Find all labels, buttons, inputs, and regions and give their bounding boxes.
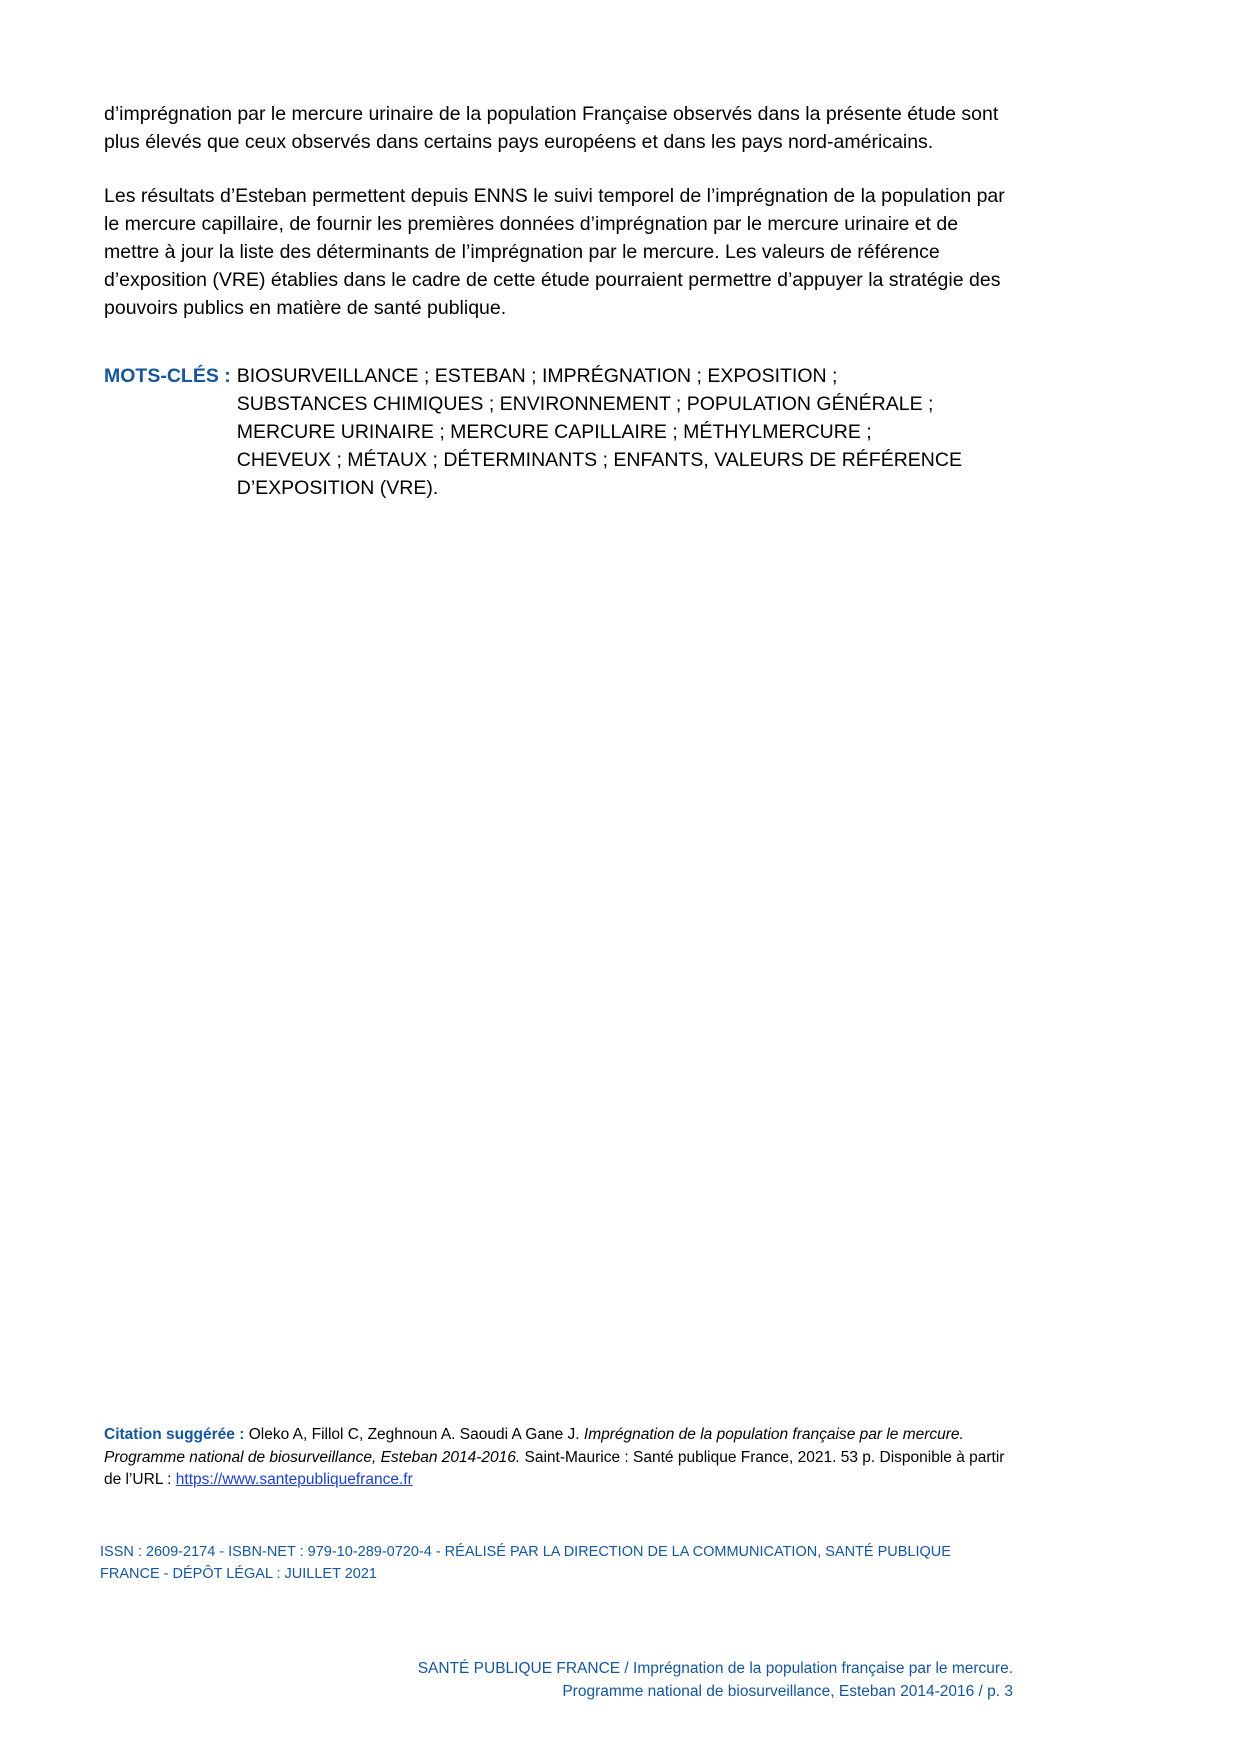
keyword-line: D’EXPOSITION (VRE). [236,477,439,500]
citation-authors: Oleko A, Fillol C, Zeghnoun A. Saoudi A Gane J. [248,1426,580,1443]
issn-legal-block [100,1541,1012,1585]
keywords-row [104,362,1014,502]
citation-label: Citation suggérée : [104,1426,245,1443]
citation-title: Imprégnation de la population française par le mercure. Programme national de biosurveillance, Esteban 2014-2016. [104,1426,964,1466]
keywords-label: MOTS-CLÉS : [104,365,231,387]
footer-line-2: Programme national de biosurveillance, Esteban 2014-2016 / p. 3 [562,1682,1013,1700]
paragraph-1: d’imprégnation par le mercure urinaire de la population Française observés dans la présente étude sont plus élevés que ceux observés dans certains pays européens et dans les pays nord-américains. [104,103,999,154]
footer-line-1: SANTÉ PUBLIQUE FRANCE / Imprégnation de la population française par le mercure. [417,1660,1013,1677]
citation-url-link[interactable]: https://www.santepubliquefrance.fr [175,1471,413,1489]
body-text-container [104,100,1012,323]
page-footer [0,1658,1241,1703]
keyword-line: CHEVEUX ; MÉTAUX ; DÉTERMINANTS ; ENFANTS, VALEURS DE RÉFÉRENCE [236,449,962,472]
keywords-text [237,362,1014,502]
keywords-section [104,362,1014,502]
issn-line-1: ISSN : 2609-2174 - ISBN-NET : 979-10-289-0720-4 - RÉALISÉ PAR LA DIRECTION DE LA COMMUNICATION, SANTÉ PUBLIQUE [100,1544,951,1560]
suggested-citation [104,1424,1016,1492]
keyword-line: BIOSURVEILLANCE ; ESTEBAN ; IMPRÉGNATION ; EXPOSITION ; [236,365,838,387]
paragraph-2: Les résultats d’Esteban permettent depuis ENNS le suivi temporel de l’imprégnation de la population par le mercure capillaire, de fournir les premières données d’imprégnation par le mercure urinaire et de mettre à jour la liste des déterminants de l’imprégnation par le mercure. Les valeurs de référence d’exposition (VRE) établies dans le cadre de cette étude pourraient permettre d’appuyer la stratégie des pouvoirs publics en matière de santé publique. [104,185,1005,320]
issn-line-2: FRANCE - DÉPÔT LÉGAL : JUILLET 2021 [100,1566,377,1583]
citation-publisher: Saint-Maurice : Santé publique France, 2021. [524,1448,837,1466]
keyword-line: SUBSTANCES CHIMIQUES ; ENVIRONNEMENT ; POPULATION GÉNÉRALE ; [236,393,934,416]
keyword-line: MERCURE URINAIRE ; MERCURE CAPILLAIRE ; MÉTHYLMERCURE ; [236,421,872,444]
citation-pages: 53 p. Disponible à partir de l’URL : [104,1448,1005,1489]
